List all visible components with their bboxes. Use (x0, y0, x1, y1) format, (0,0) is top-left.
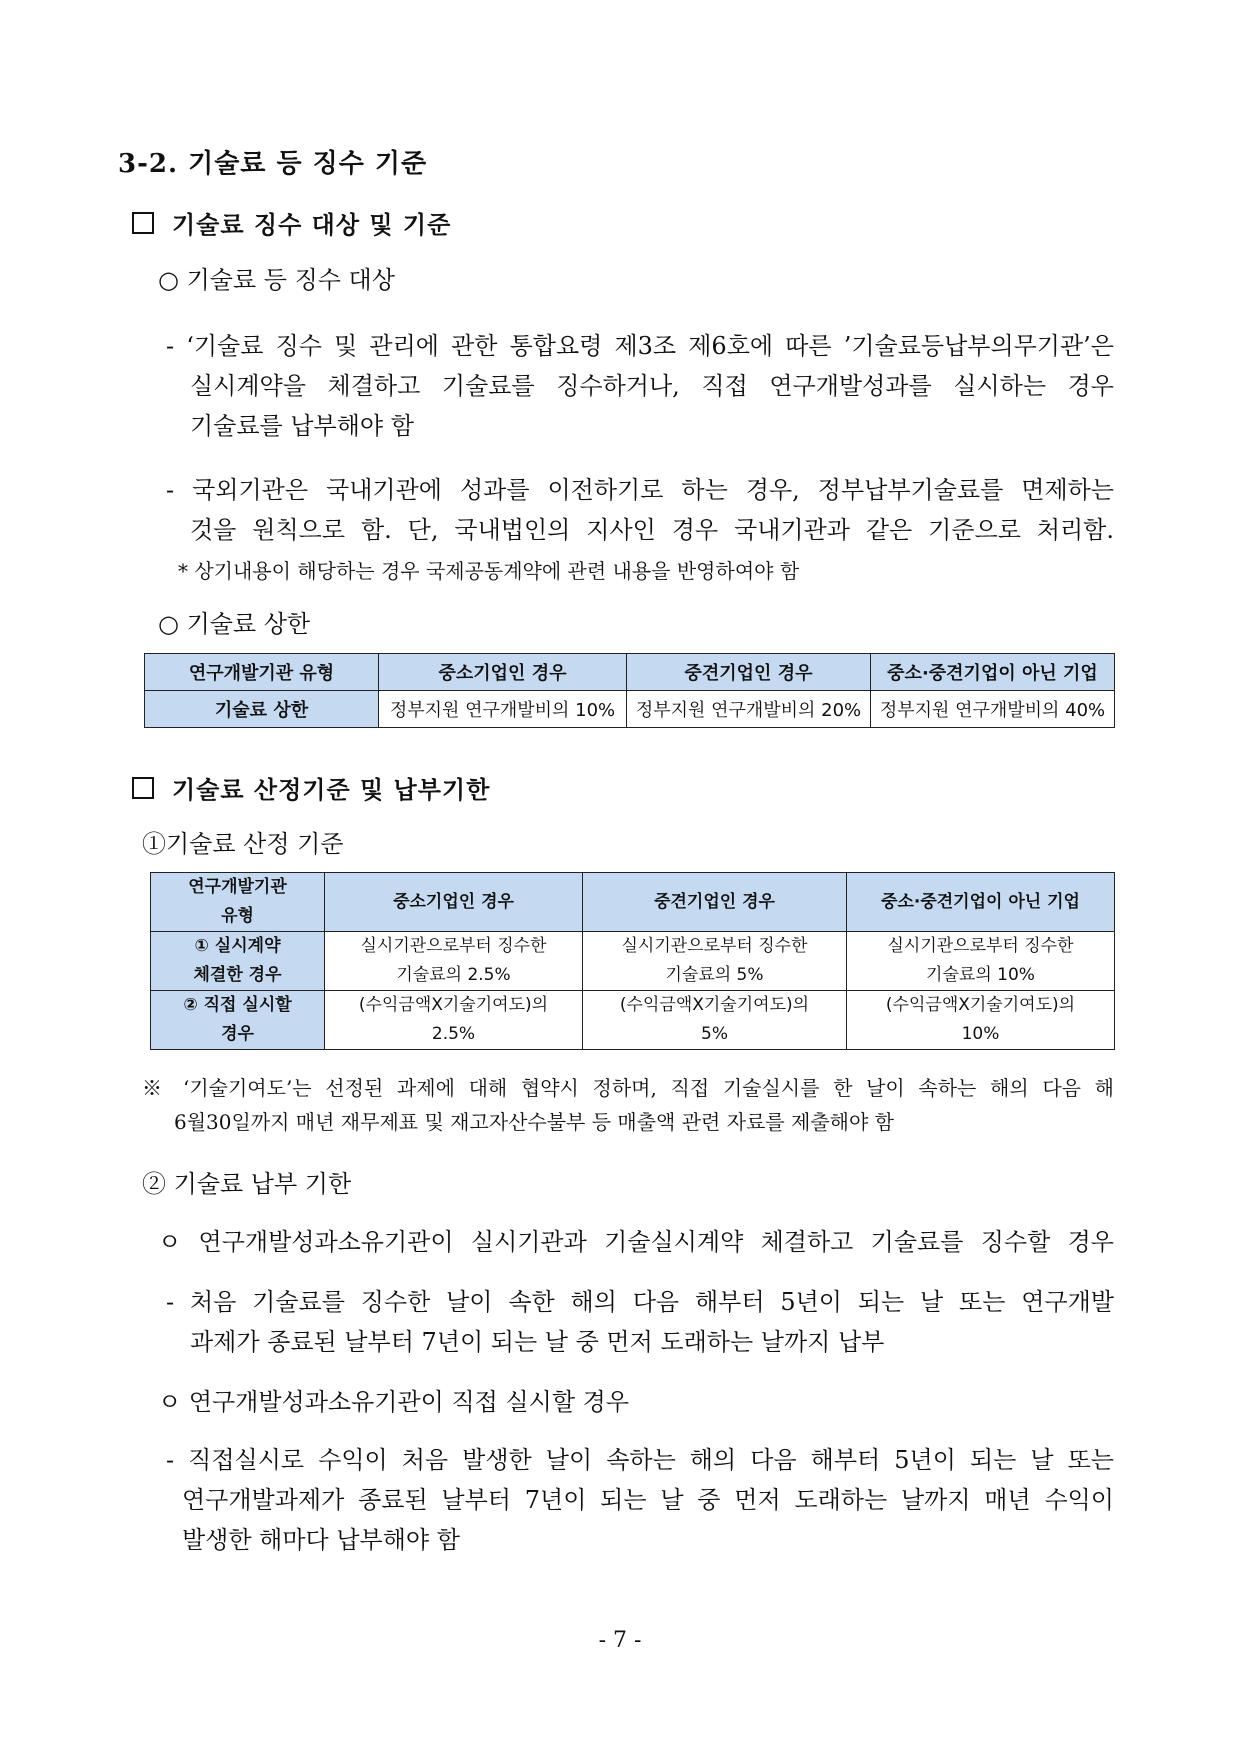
row-label-cell: 기술료 상한 (145, 691, 379, 728)
header-cell: 중견기업인 경우 (627, 654, 871, 691)
table-cell: 정부지원 연구개발비의 10% (379, 691, 627, 728)
header-cell: 중소기업인 경우 (325, 873, 583, 932)
section-heading-calculation (132, 770, 490, 805)
subheading-payment-deadline: ② 기술료 납부 기한 (142, 1170, 352, 1198)
bullet-licensed-case: ㅇ 연구개발성과소유기관이 실시기관과 기술실시계약 체결하고 기술료를 징수할 경우 (158, 1228, 1114, 1256)
table-row (151, 991, 1115, 1050)
licensed-case-line2: 과제가 종료된 날부터 7년이 되는 날 중 먼저 도래하는 날까지 납부 (190, 1328, 885, 1356)
header-cell: 중소·중견기업이 아닌 기업 (871, 654, 1115, 691)
direct-case-line3: 발생한 해마다 납부해야 함 (182, 1526, 460, 1554)
row-label-cell: ② 직접 실시할 경우 (151, 991, 325, 1050)
subheading-target: ○ 기술료 등 징수 대상 (158, 266, 395, 294)
fee-cap-table (144, 653, 1115, 728)
note-international: * 상기내용이 해당하는 경우 국제공동계약에 관련 내용을 반영하여야 함 (178, 559, 800, 583)
header-cell: 중소·중견기업이 아닌 기업 (847, 873, 1115, 932)
header-cell: 중소기업인 경우 (379, 654, 627, 691)
table-cell: 실시기관으로부터 징수한 기술료의 2.5% (325, 932, 583, 991)
note-contribution-line1: ※ ‘기술기여도’는 선정된 과제에 대해 협약시 정하며, 직접 기술실시를 한 날이 속하는 해의 다음 해 (142, 1076, 1114, 1100)
paragraph-foreign-line2: 것을 원칙으로 함. 단, 국내법인의 지사인 경우 국내기관과 같은 기준으로 처리함. (190, 516, 1114, 544)
direct-case-line1: - 직접실시로 수익이 처음 발생한 날이 속하는 해의 다음 해부터 5년이 되는 날 또는 (166, 1446, 1114, 1474)
header-cell: 연구개발기관 유형 (145, 654, 379, 691)
bullet-direct-case: ㅇ 연구개발성과소유기관이 직접 실시할 경우 (158, 1388, 630, 1416)
table-row (145, 691, 1115, 728)
section-heading-text: 기술료 산정기준 및 납부기한 (172, 775, 491, 804)
paragraph-obligation-line2: 실시계약을 체결하고 기술료를 징수하거나, 직접 연구개발성과를 실시하는 경우 (190, 372, 1114, 400)
table-cell: (수익금액X기술기여도)의 5% (583, 991, 847, 1050)
section-heading-collection (132, 205, 451, 240)
table-cell: 정부지원 연구개발비의 40% (871, 691, 1115, 728)
table-header-row (145, 654, 1115, 691)
section-heading-text: 기술료 징수 대상 및 기준 (172, 210, 452, 239)
row-label-cell: ① 실시계약 체결한 경우 (151, 932, 325, 991)
table-cell: 실시기관으로부터 징수한 기술료의 10% (847, 932, 1115, 991)
paragraph-foreign-line1: - 국외기관은 국내기관에 성과를 이전하기로 하는 경우, 정부납부기술료를 면제하는 (166, 476, 1114, 504)
table-row (151, 932, 1115, 991)
fee-calculation-table (150, 872, 1115, 1050)
licensed-case-line1: - 처음 기술료를 징수한 날이 속한 해의 다음 해부터 5년이 되는 날 또는 연구개발 (166, 1288, 1114, 1316)
direct-case-line2: 연구개발과제가 종료된 날부터 7년이 되는 날 중 먼저 도래하는 날까지 매년 수익이 (182, 1486, 1114, 1514)
table-cell: (수익금액X기술기여도)의 2.5% (325, 991, 583, 1050)
paragraph-obligation-line3: 기술료를 납부해야 함 (190, 412, 414, 440)
table-cell: 실시기관으로부터 징수한 기술료의 5% (583, 932, 847, 991)
subheading-calculation-basis: ①기술료 산정 기준 (142, 830, 344, 858)
header-cell: 중견기업인 경우 (583, 873, 847, 932)
table-header-row (151, 873, 1115, 932)
table-cell: (수익금액X기술기여도)의 10% (847, 991, 1115, 1050)
note-contribution-line2: 6월30일까지 매년 재무제표 및 재고자산수불부 등 매출액 관련 자료를 제출해야 함 (174, 1110, 894, 1134)
table-cell: 정부지원 연구개발비의 20% (627, 691, 871, 728)
subheading-cap: ○ 기술료 상한 (158, 610, 311, 638)
page-number: - 7 - (598, 1628, 642, 1653)
checkbox-square-icon (132, 777, 154, 799)
checkbox-square-icon (132, 212, 154, 234)
paragraph-obligation-line1: - ‘기술료 징수 및 관리에 관한 통합요령 제3조 제6호에 따른 ’기술료등납부의무기관’은 (166, 332, 1114, 360)
page-title: 3-2. 기술료 등 징수 기준 (118, 149, 428, 179)
header-cell: 연구개발기관 유형 (151, 873, 325, 932)
